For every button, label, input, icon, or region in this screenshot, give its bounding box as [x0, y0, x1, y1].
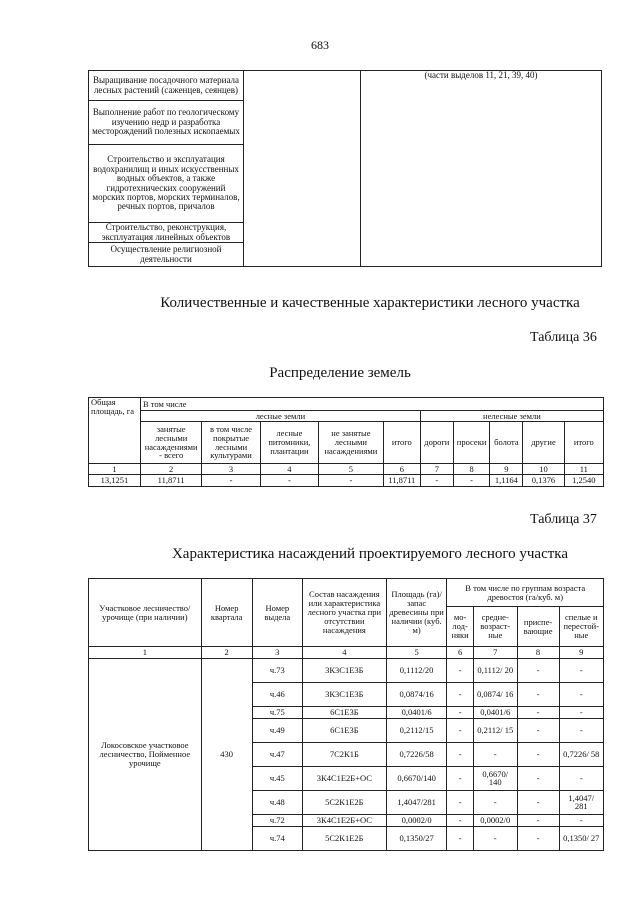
t37-cell: ч.74	[252, 826, 302, 850]
t37-cell: 0,7226/58	[386, 742, 447, 766]
t37-forestry: Локосовское участковое лесничество, Пойменное урочище	[89, 658, 202, 850]
use-row-2: Выполнение работ по геологическому изучению недр и разработка месторождений полезных ископаемых	[89, 101, 244, 145]
t36-h-forest: лесные земли	[140, 411, 420, 422]
t36-col: итого	[383, 422, 420, 464]
t37-cell: 6С1Е3Б	[302, 718, 386, 742]
t37-cell: -	[517, 658, 559, 682]
t37-cell: 1,4047/ 281	[559, 790, 604, 814]
table37-label: Таблица 37	[530, 512, 597, 527]
t37-cell: -	[473, 790, 517, 814]
t37-cell: ч.47	[252, 742, 302, 766]
t37-cell: 0,2112/ 15	[473, 718, 517, 742]
t37-cell: 0,7226/ 58	[559, 742, 604, 766]
use-row-1: Выращивание посадочного материала лесных растений (саженцев, сеянцев)	[89, 71, 244, 101]
t36-cell: 0,1376	[523, 475, 564, 487]
t37-h-plot: Номер выдела	[252, 579, 302, 647]
t36-cell: -	[319, 475, 384, 487]
heading-characteristics: Количественные и качественные характеристики лесного участка	[160, 295, 580, 311]
table36-label: Таблица 36	[530, 330, 597, 345]
t37-cell: 0,0874/16	[386, 682, 447, 706]
t37-cell: 0,6670/140	[386, 766, 447, 790]
t37-cell: -	[559, 718, 604, 742]
t36-num: 3	[202, 464, 260, 475]
t37-cell: -	[447, 682, 473, 706]
t37-cell: -	[447, 814, 473, 826]
t37-cell: -	[447, 658, 473, 682]
land-distribution-table	[88, 397, 604, 487]
t37-h-age-groups: В том числе по группам возраста древостоя (га/куб. м)	[447, 579, 604, 607]
t36-num: 2	[140, 464, 201, 475]
t37-cell: -	[517, 814, 559, 826]
use-row-3: Строительство и эксплуатация водохранилищ и иных искусственных водных объектов, а также гидротехнических сооружений морских портов, морских терминалов, речных портов, причалов	[89, 145, 244, 223]
t37-cell: 3К3С1Е3Б	[302, 682, 386, 706]
t36-cell: 13,1251	[89, 475, 141, 487]
t37-num: 6	[447, 647, 473, 659]
t36-num: 5	[319, 464, 384, 475]
t36-cell: 1,2540	[564, 475, 603, 487]
t36-cell: 1,1164	[490, 475, 523, 487]
t37-h-young: мо-лод-няки	[447, 607, 473, 647]
t37-cell: 0,0401/6	[473, 706, 517, 718]
use-row-5: Осуществление религиозной деятельности	[89, 243, 244, 267]
t36-num: 10	[523, 464, 564, 475]
t36-num: 1	[89, 464, 141, 475]
t36-cell: 11,8711	[140, 475, 201, 487]
t36-col: лесные питомники, плантации	[260, 422, 318, 464]
t37-cell: -	[517, 826, 559, 850]
t37-cell: -	[447, 790, 473, 814]
t37-cell: -	[559, 706, 604, 718]
t37-cell: ч.46	[252, 682, 302, 706]
plantations-table	[88, 578, 604, 851]
t37-num: 4	[302, 647, 386, 659]
t37-cell: -	[559, 814, 604, 826]
t36-cell: -	[420, 475, 453, 487]
heading-plantations: Характеристика насаждений проектируемого лесного участка	[171, 546, 569, 562]
t37-cell: -	[559, 682, 604, 706]
t37-cell: -	[473, 742, 517, 766]
use-parts: (части выделов 11, 21, 39, 40)	[361, 71, 602, 267]
t36-num: 9	[490, 464, 523, 475]
t37-num: 7	[473, 647, 517, 659]
use-row-4: Строительство, реконструкция, эксплуатация линейных объектов	[89, 223, 244, 243]
t36-col: занятые лесными насаждениями - всего	[140, 422, 201, 464]
t36-col: дороги	[420, 422, 453, 464]
t37-cell: -	[517, 766, 559, 790]
t37-num: 3	[252, 647, 302, 659]
t36-cell: -	[453, 475, 490, 487]
t37-cell: 0,0002/0	[386, 814, 447, 826]
uses-table	[88, 70, 602, 267]
t37-cell: -	[559, 658, 604, 682]
t36-col: не занятые лесными насаждениями	[319, 422, 384, 464]
t36-cell: 11,8711	[383, 475, 420, 487]
t37-cell: 6С1Е3Б	[302, 706, 386, 718]
t36-cell: -	[202, 475, 260, 487]
t37-cell: -	[517, 718, 559, 742]
t37-cell: ч.73	[252, 658, 302, 682]
t37-cell: 0,1350/27	[386, 826, 447, 850]
t36-col: в том числе покрытые лесными культурами	[202, 422, 260, 464]
t36-h-total: Общая площадь, га	[89, 398, 141, 464]
t37-cell: -	[447, 718, 473, 742]
t37-num: 8	[517, 647, 559, 659]
t37-cell: -	[473, 826, 517, 850]
t37-cell: 5С2К1Е2Б	[302, 790, 386, 814]
t37-cell: -	[517, 682, 559, 706]
t36-h-nonforest: нелесные земли	[420, 411, 603, 422]
heading-land-distribution: Распределение земель	[269, 365, 411, 381]
t37-num: 2	[201, 647, 252, 659]
t37-cell: -	[559, 766, 604, 790]
t37-cell: 0,2112/15	[386, 718, 447, 742]
t37-cell: 7С2К1Б	[302, 742, 386, 766]
t36-col: просеки	[453, 422, 490, 464]
t37-cell: 1,4047/281	[386, 790, 447, 814]
t36-num: 11	[564, 464, 603, 475]
t37-cell: 0,0401/6	[386, 706, 447, 718]
t37-cell: ч.48	[252, 790, 302, 814]
t36-num: 6	[383, 464, 420, 475]
t36-cell: -	[260, 475, 318, 487]
t37-h-middle: средне-возраст-ные	[473, 607, 517, 647]
t37-cell: -	[447, 706, 473, 718]
t37-cell: ч.49	[252, 718, 302, 742]
t37-num: 5	[386, 647, 447, 659]
t37-cell: 3К3С1Е3Б	[302, 658, 386, 682]
t37-cell: 3К4С1Е2Б+ОС	[302, 814, 386, 826]
t37-cell: 0,1112/ 20	[473, 658, 517, 682]
t37-h-forestry: Участковое лесничество/ урочище (при наличии)	[89, 579, 202, 647]
t37-cell: ч.45	[252, 766, 302, 790]
t37-cell: 3К4С1Е2Б+ОС	[302, 766, 386, 790]
t37-h-area: Площадь (га)/запас древесины при наличии (куб. м)	[386, 579, 447, 647]
t36-num: 7	[420, 464, 453, 475]
t37-cell: ч.72	[252, 814, 302, 826]
t36-col: болота	[490, 422, 523, 464]
t37-h-quarter: Номер квартала	[201, 579, 252, 647]
t37-h-mature: спелые и перестой-ные	[559, 607, 604, 647]
t36-col: другие	[523, 422, 564, 464]
t37-num: 1	[89, 647, 202, 659]
t37-num: 9	[559, 647, 604, 659]
t37-cell: -	[447, 826, 473, 850]
t37-h-ripening: приспе-вающие	[517, 607, 559, 647]
t37-cell: -	[517, 706, 559, 718]
t36-num: 8	[453, 464, 490, 475]
t37-cell: -	[447, 742, 473, 766]
t37-cell: -	[447, 766, 473, 790]
t37-quarter: 430	[201, 658, 252, 850]
t37-cell: 0,1112/20	[386, 658, 447, 682]
t37-h-composition: Состав насаждения или характеристика лесного участка при отсутствии насаждения	[302, 579, 386, 647]
t37-cell: -	[517, 742, 559, 766]
page-number: 683	[311, 38, 329, 52]
t36-col: итого	[564, 422, 603, 464]
t37-cell: ч.75	[252, 706, 302, 718]
t37-cell: 0,6670/ 140	[473, 766, 517, 790]
t37-cell: 0,1350/ 27	[559, 826, 604, 850]
t37-cell: 5С2К1Е2Б	[302, 826, 386, 850]
t37-cell: 0,0002/0	[473, 814, 517, 826]
t36-num: 4	[260, 464, 318, 475]
t37-cell: 0,0874/ 16	[473, 682, 517, 706]
t37-cell: -	[517, 790, 559, 814]
t36-h-incl: В том числе	[140, 398, 603, 411]
